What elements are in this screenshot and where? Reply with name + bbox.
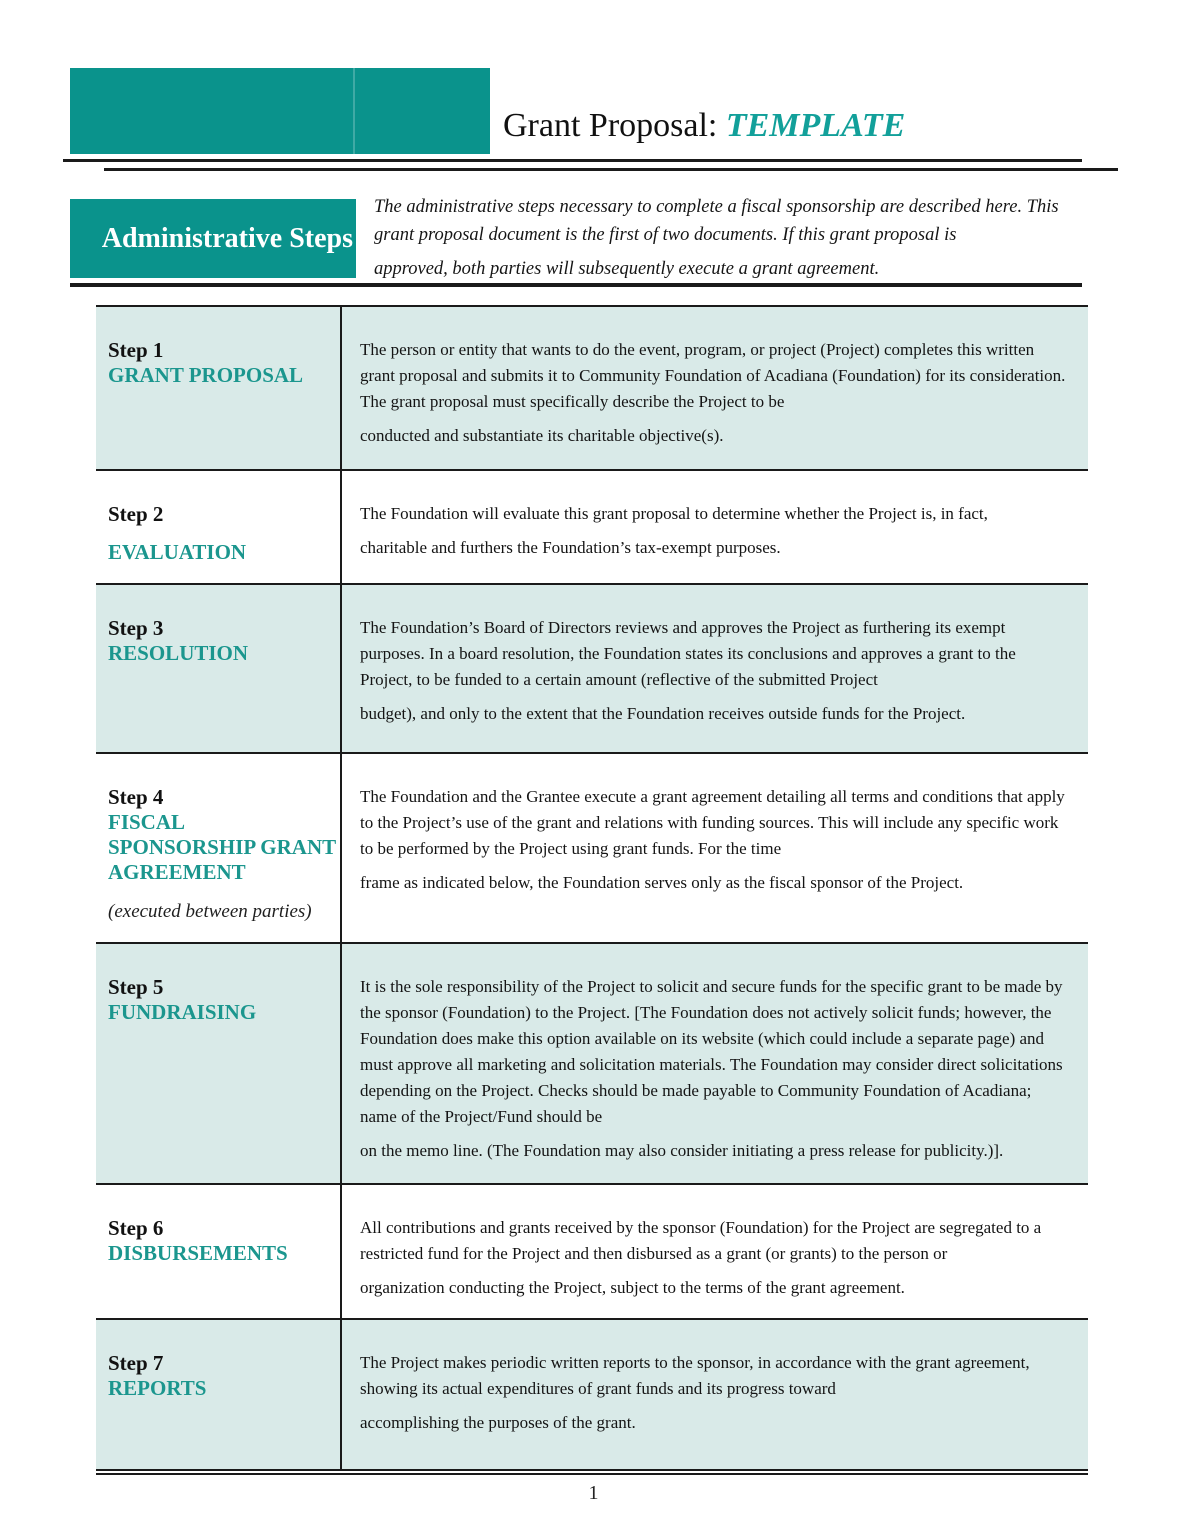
- step-number: Step 5: [108, 975, 164, 999]
- step-description-paragraph: The person or entity that wants to do the event, program, or project (Project) completes this written grant proposal and submits it to Community Foundation of Acadiana (Foundation) for its consideration. The grant proposal must specifically describe the Project to be: [360, 340, 1066, 411]
- table-row: [96, 307, 1088, 471]
- header-rule-bottom: [104, 168, 1118, 171]
- table-row: [96, 585, 1088, 754]
- step-label-cell: [96, 307, 342, 469]
- step-label-cell: [96, 944, 342, 1183]
- step-title: EVALUATION: [108, 540, 247, 564]
- page-title-emphasis: TEMPLATE: [725, 107, 906, 144]
- step-description-cell: [342, 1185, 1088, 1318]
- step-description-cell: [342, 944, 1088, 1183]
- step-description-paragraph: frame as indicated below, the Foundation serves only as the fiscal sponsor of the Project.: [360, 873, 964, 892]
- step-label-cell: [96, 585, 342, 752]
- header-logo-block: [70, 68, 490, 154]
- step-description-paragraph: on the memo line. (The Foundation may also consider initiating a press release for publicity.)].: [360, 1141, 1004, 1160]
- step-description-paragraph: The Foundation will evaluate this grant proposal to determine whether the Project is, in fact,: [360, 504, 988, 523]
- step-title: RESOLUTION: [108, 641, 249, 665]
- step-label-cell: [96, 754, 342, 942]
- step-description-paragraph: It is the sole responsibility of the Project to solicit and secure funds for the specific grant to be made by the sponsor (Foundation) to the Project. [The Foundation does not actively solicit funds; however, the Foundation does make this option available on its website (which could include a separate page) and must approve all marketing and solicitation materials. The Foundation may consider direct solicitations depending on the Project. Checks should be made payable to Community Foundation of Acadiana; name of the Project/Fund should be: [360, 977, 1063, 1126]
- table-row: [96, 1185, 1088, 1320]
- table-row: [96, 471, 1088, 585]
- step-title: GRANT PROPOSAL: [108, 363, 304, 387]
- admin-steps-description: [374, 193, 1088, 283]
- table-row: [96, 1320, 1088, 1469]
- header-rule-top: [63, 159, 1082, 162]
- admin-steps-paragraph: approved, both parties will subsequently execute a grant agreement.: [374, 259, 880, 279]
- admin-steps-heading-box: [70, 199, 356, 278]
- header-logo-block-divider: [353, 68, 355, 154]
- step-description-cell: [342, 471, 1088, 583]
- step-number: Step 7: [108, 1351, 164, 1375]
- step-title: FISCAL SPONSORSHIP GRANT AGREEMENT: [108, 810, 336, 884]
- step-title: DISBURSEMENTS: [108, 1241, 288, 1265]
- step-description-cell: [342, 307, 1088, 469]
- page-number: 1: [588, 1482, 599, 1504]
- page-title: [503, 104, 905, 148]
- table-row: [96, 754, 1088, 944]
- step-note: (executed between parties): [108, 901, 312, 922]
- step-description-paragraph: The Foundation and the Grantee execute a grant agreement detailing all terms and conditions that apply to the Project’s use of the grant and relations with funding sources. This will include any specific work to be performed by the Project using grant funds. For the time: [360, 787, 1065, 858]
- step-description-paragraph: accomplishing the purposes of the grant.: [360, 1413, 636, 1432]
- admin-steps-heading: Administrative Steps: [101, 222, 353, 254]
- step-number: Step 1: [108, 338, 164, 362]
- step-description-paragraph: All contributions and grants received by the sponsor (Foundation) for the Project are segregated to a restricted fund for the Project and then disbursed as a grant (or grants) to the person or: [360, 1218, 1042, 1263]
- step-label-cell: [96, 1320, 342, 1469]
- step-number: Step 6: [108, 1216, 164, 1240]
- step-label-cell: [96, 471, 342, 583]
- step-description-paragraph: charitable and furthers the Foundation’s tax-exempt purposes.: [360, 538, 781, 557]
- step-description-paragraph: budget), and only to the extent that the Foundation receives outside funds for the Project.: [360, 704, 966, 723]
- page-title-prefix: Grant Proposal:: [503, 107, 726, 144]
- step-title: REPORTS: [108, 1376, 207, 1400]
- admin-steps-paragraph: The administrative steps necessary to complete a fiscal sponsorship are described here. This grant proposal document is the first of two documents. If this grant proposal is: [374, 197, 1059, 245]
- step-number: Step 2: [108, 502, 164, 526]
- step-description-paragraph: organization conducting the Project, subject to the terms of the grant agreement.: [360, 1278, 905, 1297]
- step-description-paragraph: The Foundation’s Board of Directors reviews and approves the Project as furthering its exempt purposes. In a board resolution, the Foundation states its conclusions and approves a grant to the Project, to be funded to a certain amount (reflective of the submitted Project: [360, 618, 1016, 689]
- steps-table: [96, 305, 1088, 1475]
- table-row: [96, 944, 1088, 1185]
- step-description-cell: [342, 585, 1088, 752]
- step-number: Step 4: [108, 785, 164, 809]
- step-label-cell: [96, 1185, 342, 1318]
- step-title: FUNDRAISING: [108, 1000, 257, 1024]
- step-description-cell: [342, 1320, 1088, 1469]
- step-description-paragraph: conducted and substantiate its charitable objective(s).: [360, 426, 724, 445]
- admin-section-rule: [70, 283, 1082, 287]
- step-description-paragraph: The Project makes periodic written reports to the sponsor, in accordance with the grant agreement, showing its actual expenditures of grant funds and its progress toward: [360, 1353, 1030, 1398]
- step-description-cell: [342, 754, 1088, 942]
- step-number: Step 3: [108, 616, 164, 640]
